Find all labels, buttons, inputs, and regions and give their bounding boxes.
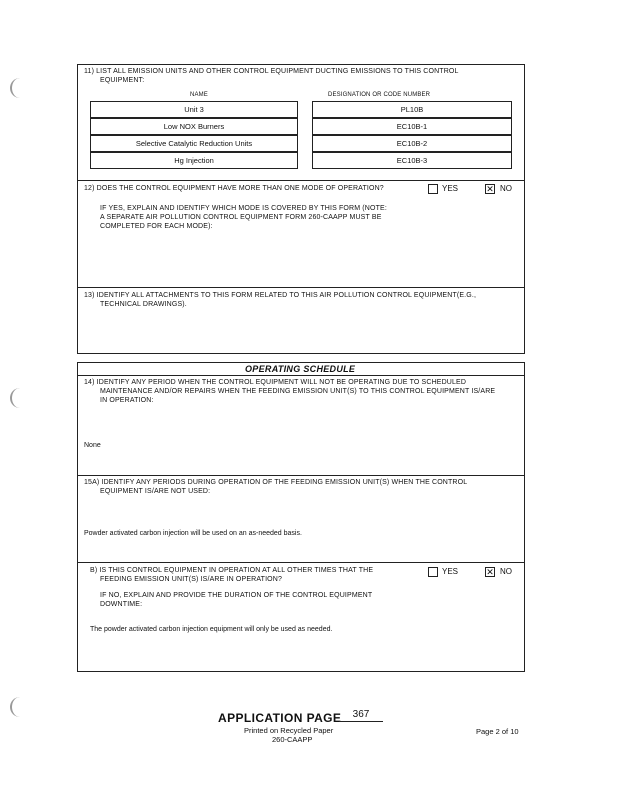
q15b-question-line1: B) IS THIS CONTROL EQUIPMENT IN OPERATION AT ALL OTHER TIMES THAT THE bbox=[90, 567, 374, 574]
q13-question-line2: TECHNICAL DRAWINGS). bbox=[100, 301, 187, 308]
q11-row-2-code: EC10B-1 bbox=[312, 118, 512, 135]
q11-row-3-code: EC10B-2 bbox=[312, 135, 512, 152]
binder-hole-top bbox=[10, 78, 22, 98]
q15b-instruction-line2: DOWNTIME: bbox=[100, 601, 143, 608]
q14-answer: None bbox=[84, 442, 101, 449]
q14-question-line1: 14) IDENTIFY ANY PERIOD WHEN THE CONTROL EQUIPMENT WILL NOT BE OPERATING DUE TO SCHEDULED bbox=[84, 379, 467, 386]
q14-question-line2: MAINTENANCE AND/OR REPAIRS WHEN THE FEEDING EMISSION UNIT(S) TO THIS CONTROL EQUIPMENT IS/ARE bbox=[100, 388, 496, 395]
q15b-no-checkbox[interactable]: ✕ bbox=[486, 567, 494, 577]
q12-instruction-line3: COMPLETED FOR EACH MODE): bbox=[100, 223, 213, 230]
application-page-number: 367 bbox=[339, 708, 383, 722]
q15a-answer: Powder activated carbon injection will be used on an as-needed basis. bbox=[84, 530, 302, 537]
q15b-instruction-line1: IF NO, EXPLAIN AND PROVIDE THE DURATION OF THE CONTROL EQUIPMENT bbox=[100, 592, 373, 599]
operating-schedule-header: OPERATING SCHEDULE bbox=[245, 364, 356, 374]
equipment-section bbox=[77, 64, 525, 354]
q12-no-checkbox[interactable]: ✕ bbox=[486, 184, 494, 194]
q15b-question-line2: FEEDING EMISSION UNIT(S) IS/ARE IN OPERATION? bbox=[100, 576, 283, 583]
q12-no-label: NO bbox=[500, 184, 512, 193]
q15b-no-label: NO bbox=[500, 567, 512, 576]
q15a-question-line1: 15A) IDENTIFY ANY PERIODS DURING OPERATION OF THE FEEDING EMISSION UNIT(S) WHEN THE CONTROL bbox=[84, 479, 468, 486]
q15b-yes-checkbox[interactable] bbox=[428, 567, 438, 577]
q11-row-4-name: Hg Injection bbox=[90, 152, 298, 169]
divider-q15a bbox=[78, 475, 524, 476]
q11-row-4-code: EC10B-3 bbox=[312, 152, 512, 169]
q11-row-1-name: Unit 3 bbox=[90, 101, 298, 118]
q15b-answer: The powder activated carbon injection equipment will only be used as needed. bbox=[90, 626, 333, 633]
q11-row-3-name: Selective Catalytic Reduction Units bbox=[90, 135, 298, 152]
q15a-question-line2: EQUIPMENT IS/ARE NOT USED: bbox=[100, 488, 211, 495]
binder-hole-bottom bbox=[10, 697, 22, 717]
q11-question-line1: 11) LIST ALL EMISSION UNITS AND OTHER CONTROL EQUIPMENT DUCTING EMISSIONS TO THIS CONTROL bbox=[84, 68, 459, 75]
q11-question-line2: EQUIPMENT: bbox=[100, 77, 145, 84]
q11-row-1-code: PL10B bbox=[312, 101, 512, 118]
divider-q12 bbox=[78, 180, 524, 181]
q12-yes-checkbox[interactable] bbox=[428, 184, 438, 194]
printed-on-recycled-paper: Printed on Recycled Paper bbox=[244, 726, 334, 735]
page-of: Page 2 of 10 bbox=[476, 727, 519, 736]
q12-instruction-line1: IF YES, EXPLAIN AND IDENTIFY WHICH MODE IS COVERED BY THIS FORM (NOTE: bbox=[100, 205, 387, 212]
application-page-label: APPLICATION PAGE bbox=[218, 711, 342, 725]
operating-schedule-section bbox=[77, 362, 525, 672]
form-id: 260-CAAPP bbox=[272, 735, 313, 744]
q11-col-code: DESIGNATION OR CODE NUMBER bbox=[328, 92, 431, 98]
q12-instruction-line2: A SEPARATE AIR POLLUTION CONTROL EQUIPMENT FORM 260-CAAPP MUST BE bbox=[100, 214, 382, 221]
q13-question-line1: 13) IDENTIFY ALL ATTACHMENTS TO THIS FORM RELATED TO THIS AIR POLLUTION CONTROL EQUIPMENT(E.G., bbox=[84, 292, 477, 299]
q11-col-name: NAME bbox=[190, 92, 208, 98]
q14-question-line3: IN OPERATION: bbox=[100, 397, 154, 404]
q15b-yes-label: YES bbox=[442, 567, 459, 576]
divider-header bbox=[78, 375, 524, 376]
q11-row-2-name: Low NOX Burners bbox=[90, 118, 298, 135]
binder-hole-middle bbox=[10, 388, 22, 408]
divider-q15b bbox=[78, 562, 524, 563]
q12-question: 12) DOES THE CONTROL EQUIPMENT HAVE MORE THAN ONE MODE OF OPERATION? bbox=[84, 185, 384, 192]
divider-q13 bbox=[78, 287, 524, 288]
q12-yes-label: YES bbox=[442, 184, 459, 193]
